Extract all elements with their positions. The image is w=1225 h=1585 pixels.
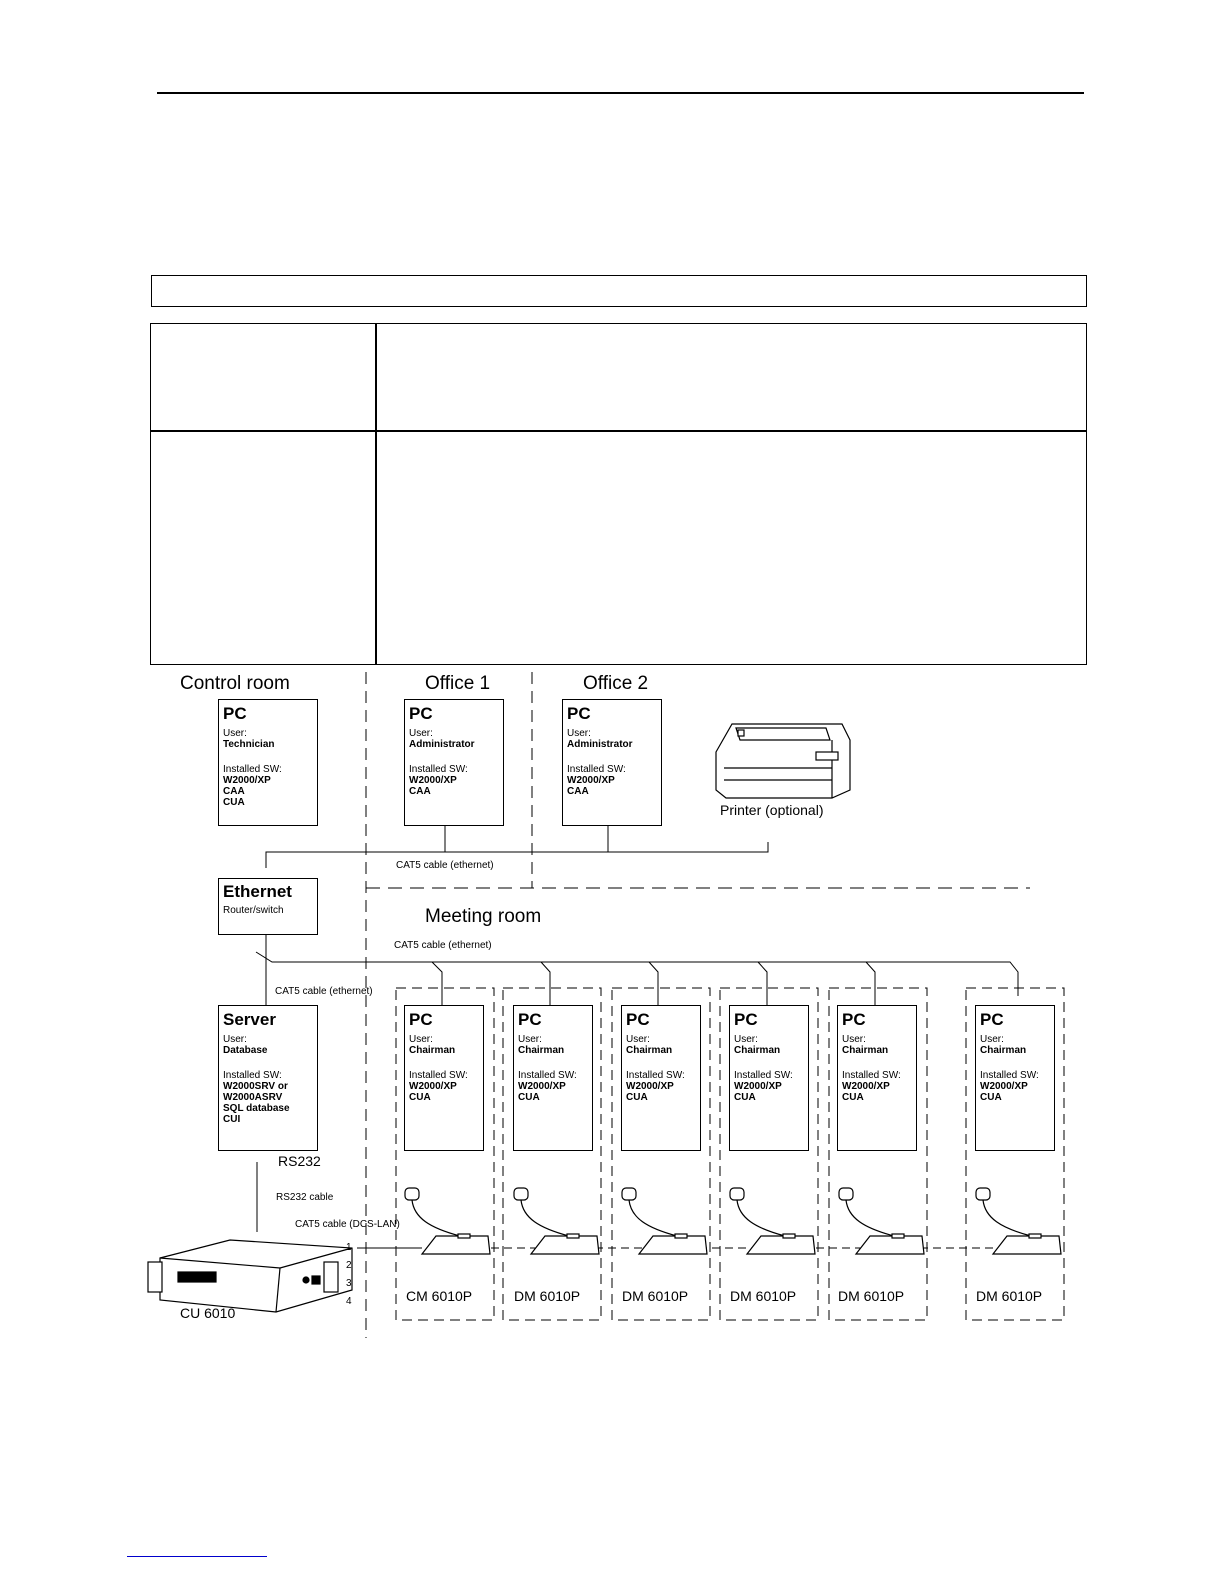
zone-control-room: Control room — [180, 673, 290, 694]
rs232-cable-label: RS232 cable — [276, 1192, 334, 1203]
footnote-separator — [127, 1556, 267, 1557]
printer-icon — [716, 724, 850, 798]
meeting-pc-box-4: PC User: Chairman Installed SW: W2000/XP CUA — [729, 1005, 809, 1151]
cu-port-1: 1 — [346, 1242, 352, 1253]
device-label-6: DM 6010P — [976, 1288, 1043, 1304]
device-label-3: DM 6010P — [622, 1288, 689, 1304]
cu-6010-device — [148, 1240, 352, 1312]
device-label-5: DM 6010P — [838, 1288, 905, 1304]
device-label-2: DM 6010P — [514, 1288, 581, 1304]
dcs-lan-cable-label: CAT5 cable (DCS-LAN) — [295, 1219, 400, 1230]
rs232-label: RS232 — [278, 1153, 321, 1169]
cable-label-office: CAT5 cable (ethernet) — [396, 860, 494, 871]
zone-meeting-room: Meeting room — [425, 906, 542, 927]
ethernet-router-box: Ethernet Router/switch — [218, 878, 318, 935]
cable-label-meeting: CAT5 cable (ethernet) — [394, 940, 492, 951]
zone-office-1: Office 1 — [425, 673, 491, 694]
cu-6010-label: CU 6010 — [180, 1305, 236, 1321]
device-label-4: DM 6010P — [730, 1288, 797, 1304]
meeting-pc-box-5: PC User: Chairman Installed SW: W2000/XP CUA — [837, 1005, 917, 1151]
server-box: Server User: Database Installed SW: W2000SRV or W2000ASRV SQL database CUI — [218, 1005, 318, 1151]
device-label-1: CM 6010P — [406, 1288, 473, 1304]
pc-title: PC — [409, 704, 433, 723]
pc-box-administrator-office1: PC User: Administrator Installed SW: W2000/XP CAA — [404, 699, 504, 826]
meeting-pc-box-3: PC User: Chairman Installed SW: W2000/XP CUA — [621, 1005, 701, 1151]
printer-label: Printer (optional) — [720, 802, 824, 818]
cu-port-4: 4 — [346, 1296, 352, 1307]
meeting-pc-box-1: PC User: Chairman Installed SW: W2000/XP CUA — [404, 1005, 484, 1151]
pc-box-administrator-office2: PC User: Administrator Installed SW: W2000/XP CAA — [562, 699, 662, 826]
pc-title: PC — [567, 704, 591, 723]
cu-port-3: 3 — [346, 1278, 352, 1289]
cu-port-2: 2 — [346, 1260, 352, 1271]
meeting-pc-box-2: PC User: Chairman Installed SW: W2000/XP CUA — [513, 1005, 593, 1151]
pc-box-technician: PC User: Technician Installed SW: W2000/XP CAA CUA — [218, 699, 318, 826]
pc-title: PC — [223, 704, 247, 723]
zone-office-2: Office 2 — [583, 673, 649, 694]
meeting-pc-box-6: PC User: Chairman Installed SW: W2000/XP CUA — [975, 1005, 1055, 1151]
cable-label-server: CAT5 cable (ethernet) — [275, 986, 373, 997]
